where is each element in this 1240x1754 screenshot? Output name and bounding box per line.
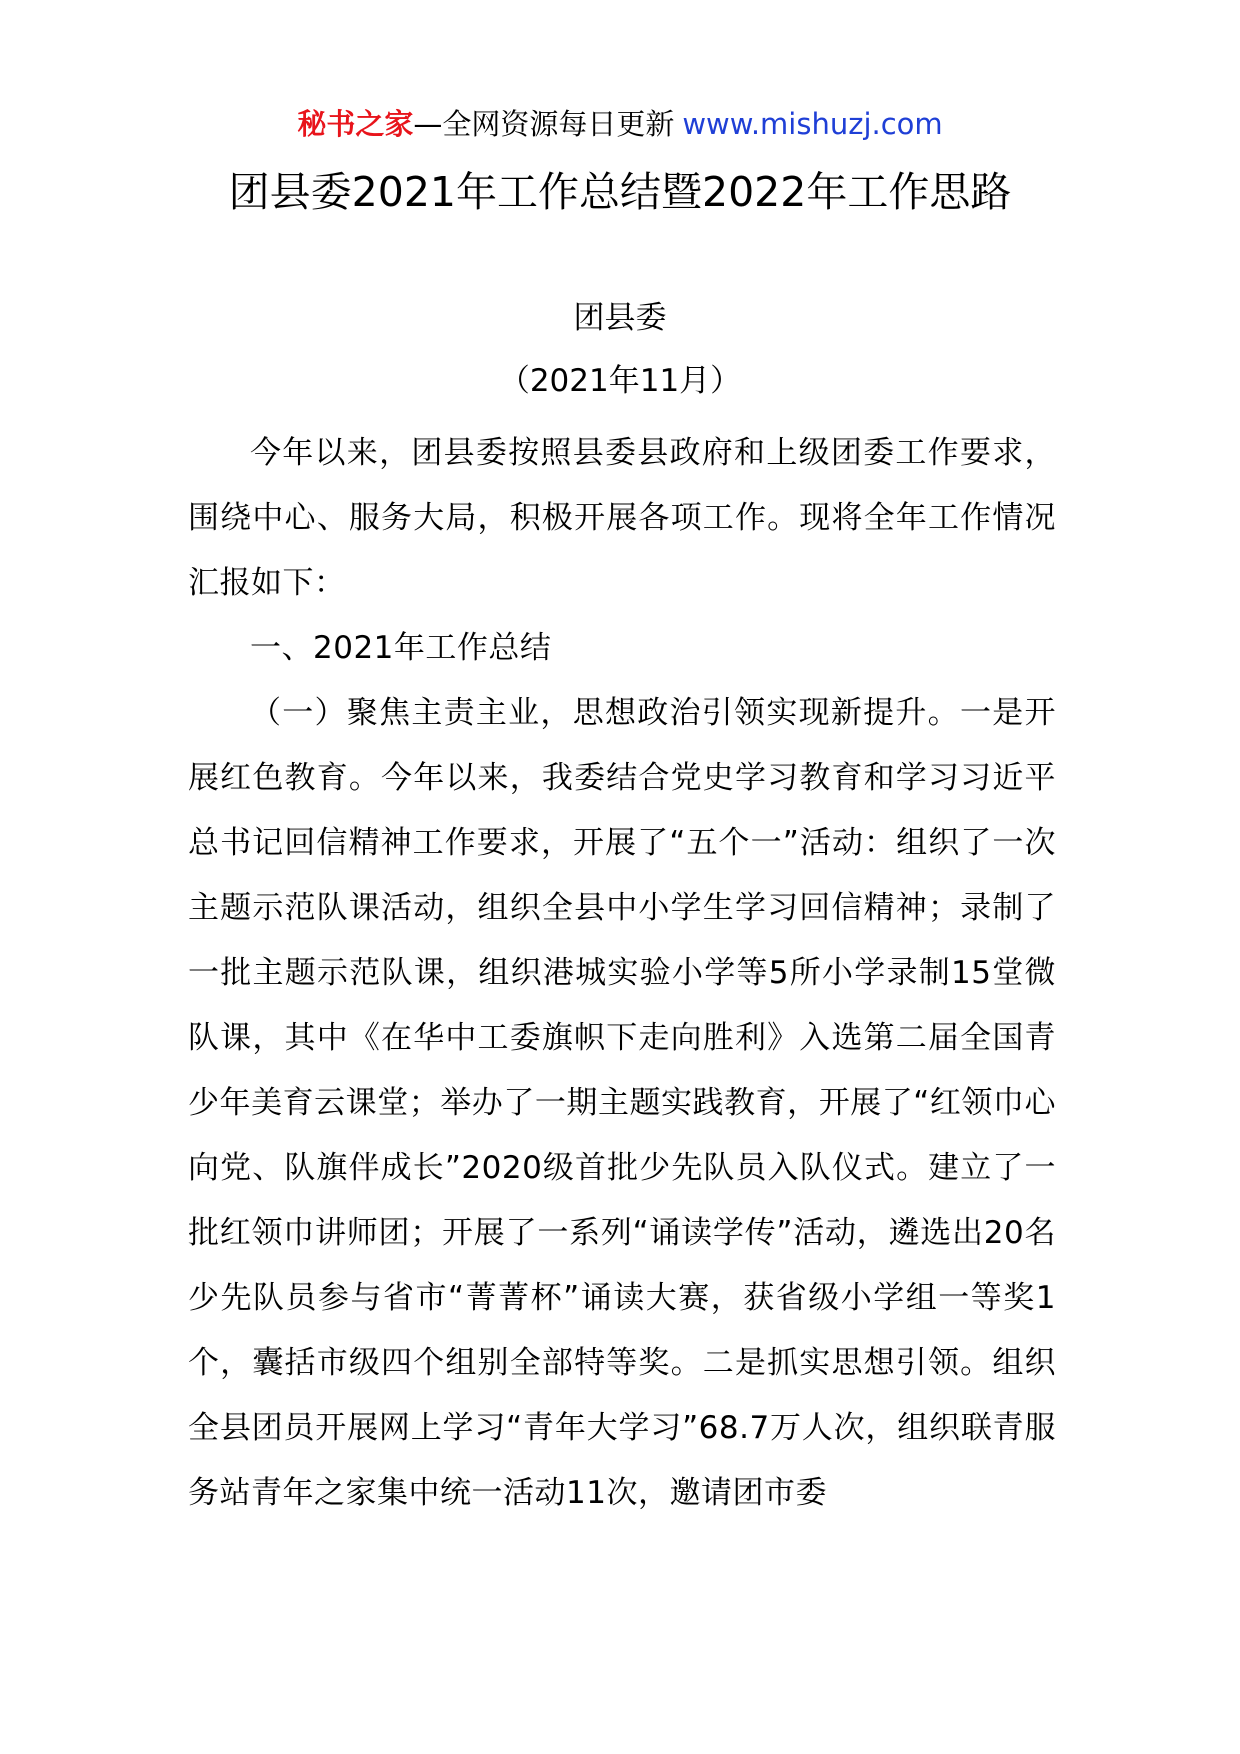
header-tagline: —全网资源每日更新	[413, 107, 675, 141]
paragraph-section-1: （一）聚焦主责主业，思想政治引领实现新提升。一是开展红色教育。今年以来，我委结合党史学习教育和学习习近平总书记回信精神工作要求，开展了“五个一”活动：组织了一次主题示范队课活动，组织全县中小学生学习回信精神；录制了一批主题示范队课，组织港城实验小学等5所小学录制15堂微队课，其中《在华中工委旗帜下走向胜利》入选第二届全国青少年美育云课堂；举办了一期主题实践教育，开展了“红领巾心向党、队旗伴成长”2020级首批少先队员入队仪式。建立了一批红领巾讲师团；开展了一系列“诵读学传”活动，遴选出20名少先队员参与省市“菁菁杯”诵读大赛，获省级小学组一等奖1个，囊括市级四个组别全部特等奖。二是抓实思想引领。组织全县团员开展网上学习“青年大学习”68.7万人次，组织联青服务站青年之家集中统一活动11次，邀请团市委	[188, 695, 1056, 1511]
site-url-link[interactable]: www.mishuzj.com	[682, 107, 943, 141]
document-date: （2021年11月）	[498, 363, 742, 399]
brand-name: 秘书之家	[297, 107, 414, 141]
document-title: 团县委2021年工作总结暨2022年工作思路	[228, 168, 1012, 216]
document-body	[188, 421, 1056, 1526]
site-header	[0, 102, 1240, 146]
paragraph-intro: 今年以来，团县委按照县委县政府和上级团委工作要求，围绕中心、服务大局，积极开展各项工作。现将全年工作情况汇报如下：	[188, 435, 1056, 601]
section-heading: 一、2021年工作总结	[250, 630, 552, 666]
document-author: 团县委	[573, 300, 667, 336]
